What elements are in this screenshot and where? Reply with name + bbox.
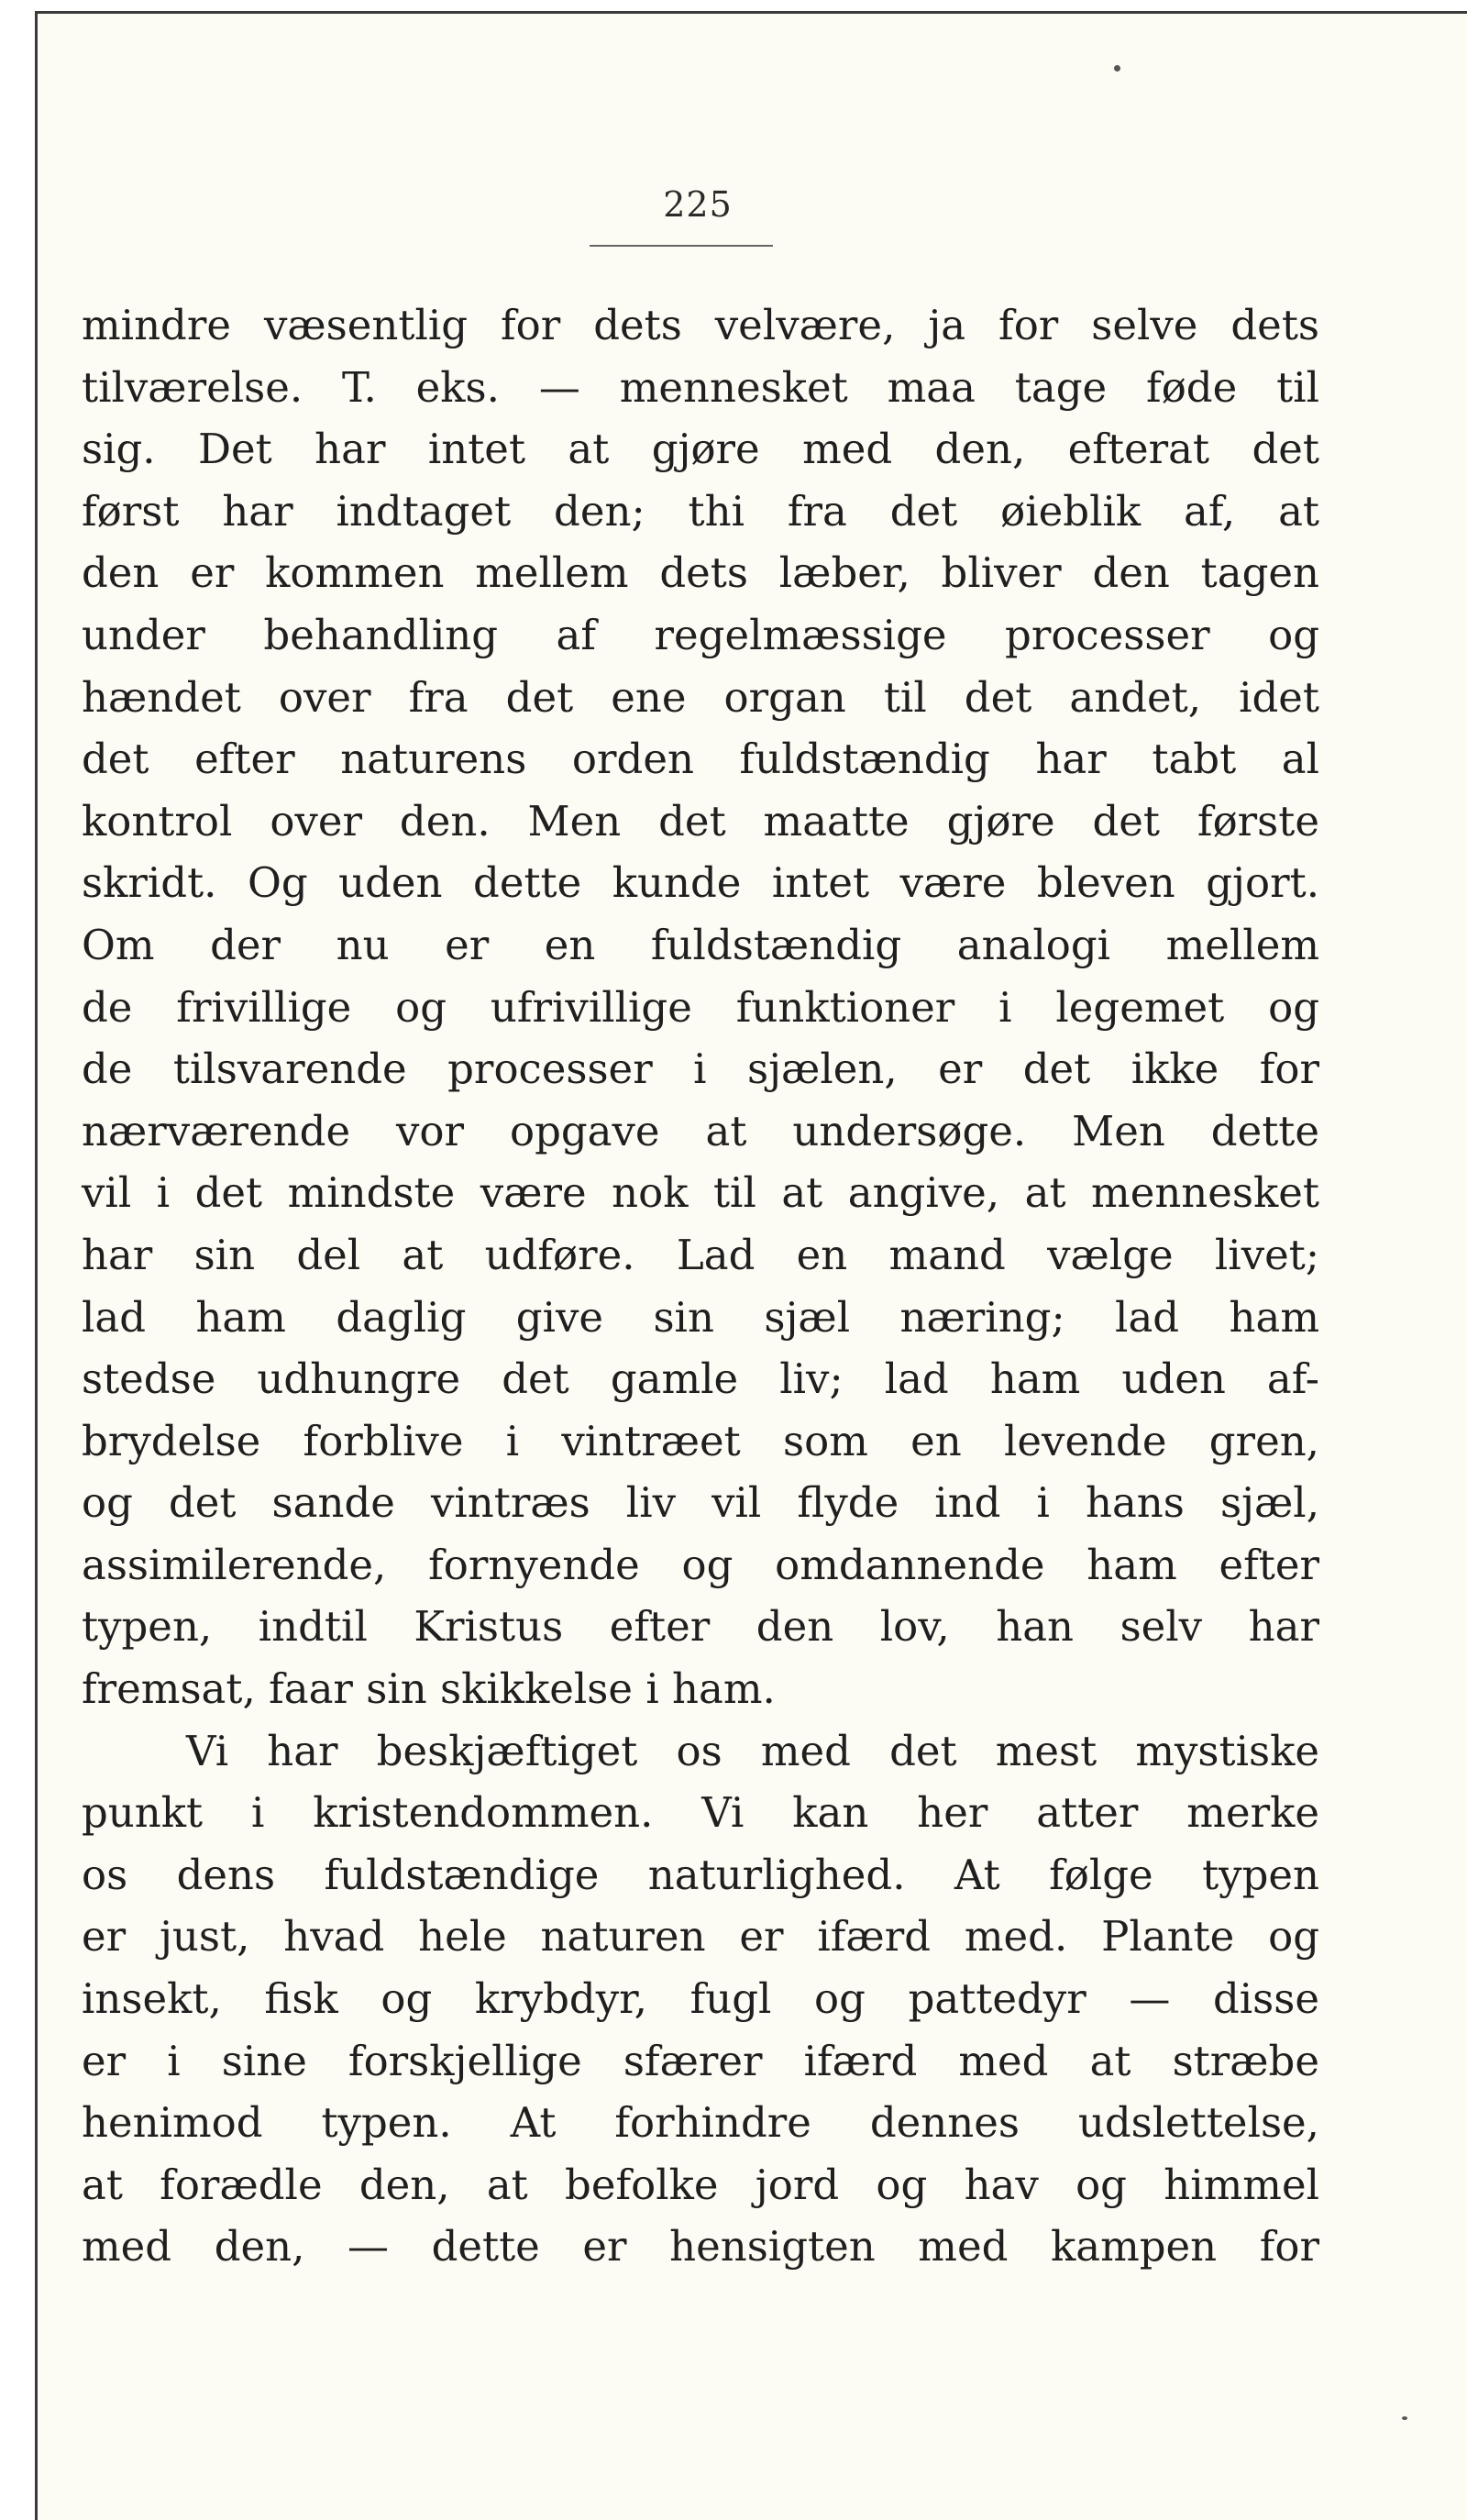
text-line: vil i det mindste være nok til at angive, at mennesket xyxy=(82,1168,1319,1218)
book-page xyxy=(35,11,1467,2520)
text-line: det efter naturens orden fuldstændig har tabt al xyxy=(82,735,1319,784)
text-line: under behandling af regelmæssige processer og xyxy=(82,610,1319,659)
text-line: hændet over fra det ene organ til det andet, idet xyxy=(82,672,1319,722)
text-line: skridt. Og uden dette kunde intet være bleven gjort. xyxy=(82,858,1319,908)
text-line: er just, hvad hele naturen er ifærd med. Plante og xyxy=(82,1912,1319,1962)
text-line: de tilsvarende processer i sjælen, er det ikke for xyxy=(82,1044,1319,1094)
paper-speck xyxy=(1402,2416,1407,2420)
text-line: har sin del at udføre. Lad en mand vælge livet; xyxy=(82,1230,1319,1279)
page-number-rule xyxy=(590,245,773,247)
text-line: mindre væsentlig for dets velvære, ja for selve dets xyxy=(82,301,1319,349)
text-line: den er kommen mellem dets læber, bliver den tagen xyxy=(82,548,1319,598)
text-line: punkt i kristendommen. Vi kan her atter merke xyxy=(82,1788,1319,1838)
paragraph-end-line: fremsat, faar sin skikkelse i ham. xyxy=(82,1664,776,1714)
text-line: lad ham daglig give sin sjæl næring; lad ham xyxy=(82,1292,1319,1342)
text-line: at forædle den, at befolke jord og hav og himmel xyxy=(82,2160,1319,2209)
page-number-container xyxy=(588,184,808,225)
text-line: med den, — dette er hensigten med kampen for xyxy=(82,2222,1319,2271)
text-line: nærværende vor opgave at undersøge. Men dette xyxy=(82,1106,1319,1155)
text-line: assimilerende, fornyende og omdannende ham efter xyxy=(82,1540,1319,1589)
body-text xyxy=(82,294,1319,2278)
text-line: brydelse forblive i vintræet som en levende gren, xyxy=(82,1416,1319,1465)
text-line: insekt, fisk og krybdyr, fugl og pattedyr — disse xyxy=(82,1974,1319,2024)
paragraph-start-line: Vi har beskjæftiget os med det mest mystiske xyxy=(186,1726,1319,1775)
text-line: henimod typen. At forhindre dennes udslettelse, xyxy=(82,2098,1319,2148)
text-line: tilværelse. T. eks. — mennesket maa tage føde til xyxy=(82,362,1319,412)
text-line: kontrol over den. Men det maatte gjøre det første xyxy=(82,796,1319,846)
text-line: Om der nu er en fuldstændig analogi mellem xyxy=(82,920,1319,969)
text-line: sig. Det har intet at gjøre med den, efterat det xyxy=(82,425,1319,474)
text-line: er i sine forskjellige sfærer ifærd med at stræbe xyxy=(82,2036,1319,2085)
text-line: først har indtaget den; thi fra det øieblik af, at xyxy=(82,486,1319,536)
text-line: stedse udhungre det gamle liv; lad ham uden af- xyxy=(82,1354,1319,1404)
page-number: 225 xyxy=(663,184,733,225)
text-line: typen, indtil Kristus efter den lov, han selv har xyxy=(82,1602,1319,1652)
text-line: os dens fuldstændige naturlighed. At følge typen xyxy=(82,1850,1319,1899)
text-line: de frivillige og ufrivillige funktioner i legemet og xyxy=(82,982,1319,1032)
paper-speck xyxy=(1114,65,1120,72)
text-line: og det sande vintræs liv vil flyde ind i hans sjæl, xyxy=(82,1478,1319,1528)
